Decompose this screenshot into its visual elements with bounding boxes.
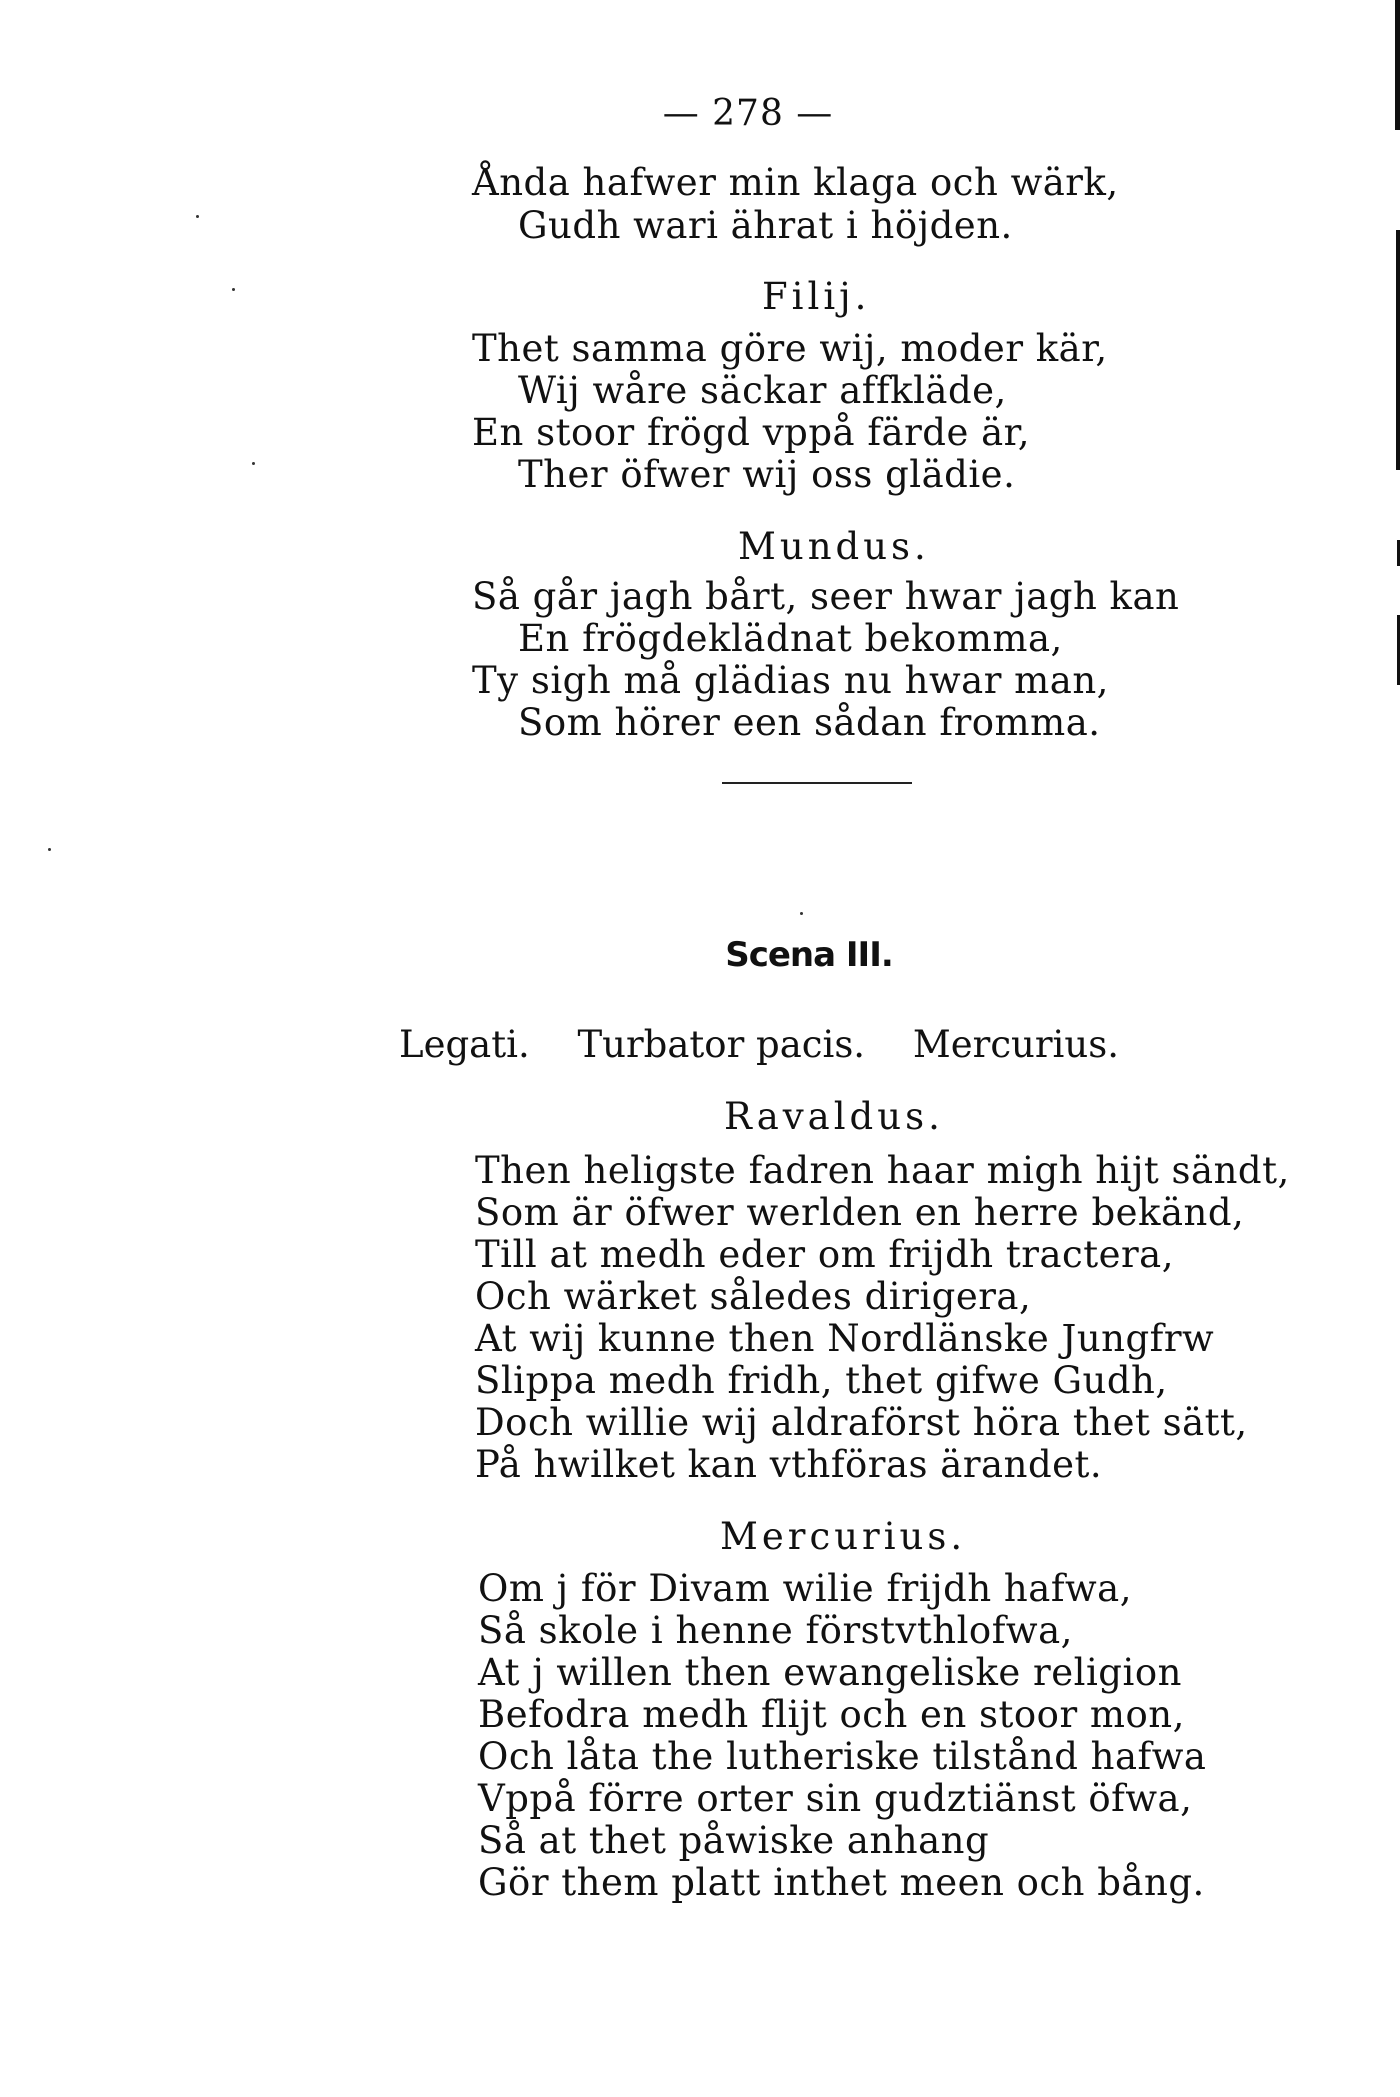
verse-line: Then heligste fadren haar migh hijt sändt, [475, 1149, 1290, 1192]
scan-speck [232, 288, 235, 291]
verse-line: Gör them platt inthet meen och bång. [478, 1861, 1205, 1904]
verse-line: Om j för Divam wilie frijdh hafwa, [478, 1567, 1133, 1610]
verse-line: En frögdeklädnat bekomma, [518, 617, 1063, 660]
verse-line: Vppå förre orter sin gudztiänst öfwa, [478, 1777, 1193, 1820]
verse-line: Till at medh eder om frijdh tractera, [475, 1233, 1175, 1276]
scan-edge-mark [1395, 0, 1400, 130]
scan-edge-mark [1396, 230, 1400, 470]
verse-line: Slippa medh fridh, thet gifwe Gudh, [475, 1359, 1168, 1402]
verse-line: Och wärket således dirigera, [475, 1275, 1032, 1318]
page-number: — 278 — [662, 93, 834, 134]
verse-line: På hwilket kan vthföras ärandet. [475, 1443, 1103, 1486]
verse-line: Ånda hafwer min klaga och wärk, [472, 161, 1119, 204]
verse-line: Wij wåre säckar affkläde, [518, 369, 1007, 412]
verse-line: Så går jagh bårt, seer hwar jagh kan [472, 575, 1180, 618]
verse-line: Ty sigh må glädias nu hwar man, [472, 659, 1109, 702]
verse-line: Doch willie wij aldraförst höra thet sätt, [475, 1401, 1248, 1444]
speaker-name: Filij. [762, 275, 871, 318]
scene-title: Scena III. [725, 935, 893, 975]
verse-line: Befodra medh flijt och en stoor mon, [478, 1693, 1185, 1736]
verse-line: At j willen then ewangeliske religion [478, 1651, 1182, 1694]
verse-line: Gudh wari ährat i höjden. [518, 204, 1013, 247]
person-turbator-pacis: Turbator pacis. [577, 1023, 866, 1066]
scan-speck [196, 215, 199, 218]
person-mercurius: Mercurius. [912, 1023, 1119, 1066]
speaker-name: Mundus. [738, 525, 930, 568]
scan-speck [252, 462, 255, 465]
verse-line: Som hörer een sådan fromma. [518, 701, 1101, 744]
verse-line: Thet samma göre wij, moder kär, [472, 327, 1108, 370]
scan-speck [48, 848, 51, 851]
scan-speck [800, 912, 803, 915]
verse-line: Så skole i henne förstvthlofwa, [478, 1609, 1073, 1652]
section-divider [722, 782, 912, 784]
verse-line: At wij kunne then Nordlänske Jungfrw [475, 1317, 1215, 1360]
verse-line: Som är öfwer werlden en herre bekänd, [475, 1191, 1245, 1234]
person-legati: Legati. [399, 1023, 530, 1066]
verse-line: Och låta the lutheriske tilstånd hafwa [478, 1735, 1207, 1778]
speaker-name: Ravaldus. [724, 1095, 944, 1138]
verse-line: Så at thet påwiske anhang [478, 1819, 990, 1862]
verse-line: Ther öfwer wij oss glädie. [518, 453, 1016, 496]
scene-persons [0, 1023, 1400, 1066]
speaker-name: Mercurius. [720, 1515, 967, 1558]
verse-line: En stoor frögd vppå färde är, [472, 411, 1031, 454]
